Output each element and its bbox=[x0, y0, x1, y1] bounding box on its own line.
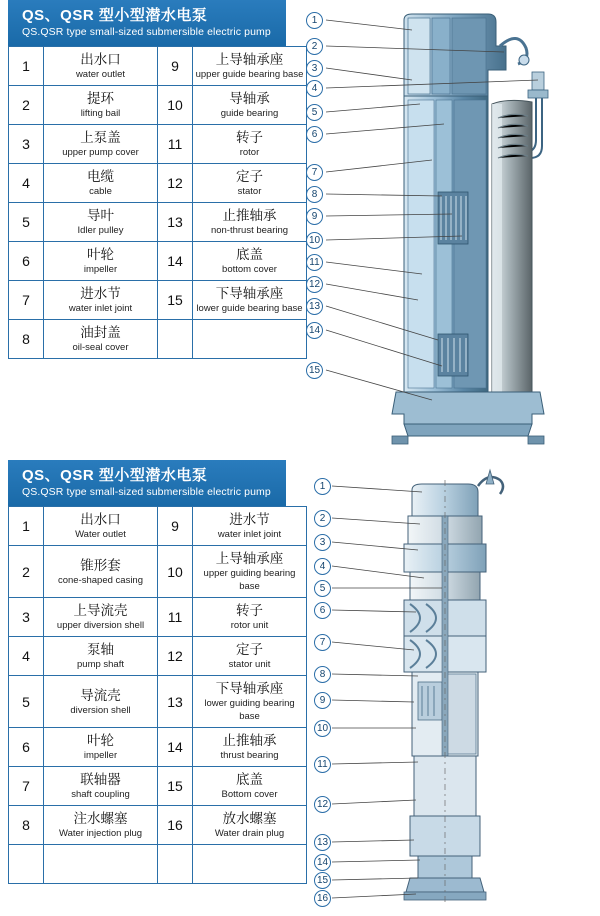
legend-term-en: oil-seal cover bbox=[72, 342, 129, 353]
legend-term-cn: 下导轴承座 bbox=[215, 681, 284, 696]
callout-12: 12 bbox=[306, 276, 323, 293]
legend-term bbox=[44, 320, 158, 359]
callout-14: 14 bbox=[306, 322, 323, 339]
legend-number: 14 bbox=[158, 728, 193, 767]
table-row bbox=[9, 320, 307, 359]
table-row bbox=[9, 728, 307, 767]
legend-term-en: Water drain plug bbox=[214, 828, 285, 839]
table-row bbox=[9, 281, 307, 320]
legend-term-cn: 联轴器 bbox=[80, 772, 121, 787]
callout-15: 15 bbox=[306, 362, 323, 379]
callout-13: 13 bbox=[306, 298, 323, 315]
legend-term-cn: 底盖 bbox=[236, 772, 263, 787]
legend-term bbox=[193, 676, 307, 728]
pump-cutaway-diagram-1 bbox=[292, 0, 598, 452]
legend-term-en: shaft coupling bbox=[71, 789, 130, 800]
legend-number: 16 bbox=[158, 806, 193, 845]
callout-13: 13 bbox=[314, 834, 331, 851]
callout-9: 9 bbox=[306, 208, 323, 225]
legend-term-cn: 出水口 bbox=[80, 512, 121, 527]
legend-term bbox=[44, 767, 158, 806]
legend-term bbox=[193, 281, 307, 320]
legend-number: 10 bbox=[158, 546, 193, 598]
legend-term-en: cable bbox=[89, 186, 112, 197]
legend-number: 10 bbox=[158, 86, 193, 125]
legend-number: 6 bbox=[9, 242, 44, 281]
legend-term-en: guide bearing bbox=[220, 108, 279, 119]
callout-10: 10 bbox=[306, 232, 323, 249]
legend-term-cn: 定子 bbox=[236, 642, 263, 657]
legend-number: 12 bbox=[158, 164, 193, 203]
legend-term-en: rotor unit bbox=[230, 620, 269, 631]
legend-term-en: lower guide bearing base bbox=[196, 303, 303, 314]
pump-cutaway-illustration-2 bbox=[292, 460, 598, 916]
legend-number: 3 bbox=[9, 125, 44, 164]
legend-term-en: cone-shaped casing bbox=[57, 574, 144, 586]
legend-term-cn: 进水节 bbox=[229, 512, 270, 527]
callout-5: 5 bbox=[306, 104, 323, 121]
legend-number: 13 bbox=[158, 203, 193, 242]
legend-term bbox=[193, 806, 307, 845]
legend-term bbox=[44, 242, 158, 281]
legend-number: 9 bbox=[158, 47, 193, 86]
legend-term-empty bbox=[193, 845, 307, 884]
legend-number: 1 bbox=[9, 507, 44, 546]
legend-term-empty bbox=[193, 320, 307, 359]
callout-6: 6 bbox=[314, 602, 331, 619]
legend-term-cn: 锥形套 bbox=[80, 557, 121, 573]
legend-term bbox=[44, 546, 158, 598]
legend-term bbox=[193, 637, 307, 676]
legend-number: 7 bbox=[9, 767, 44, 806]
legend-term-en: water outlet bbox=[75, 69, 126, 80]
legend-term-cn: 导流壳 bbox=[80, 687, 121, 703]
legend-term-en: non-thrust bearing bbox=[210, 225, 289, 236]
legend-number: 5 bbox=[9, 676, 44, 728]
legend-number: 3 bbox=[9, 598, 44, 637]
legend-term bbox=[44, 203, 158, 242]
legend-term-en: impeller bbox=[83, 750, 118, 761]
legend-term bbox=[44, 806, 158, 845]
table-row bbox=[9, 806, 307, 845]
callout-14: 14 bbox=[314, 854, 331, 871]
legend-term bbox=[193, 164, 307, 203]
legend-number: 5 bbox=[9, 203, 44, 242]
legend-term-cn: 注水螺塞 bbox=[73, 811, 128, 826]
legend-term-empty bbox=[44, 845, 158, 884]
legend-number: 4 bbox=[9, 164, 44, 203]
callout-7: 7 bbox=[314, 634, 331, 651]
legend-number: 4 bbox=[9, 637, 44, 676]
callout-9: 9 bbox=[314, 692, 331, 709]
legend-number: 1 bbox=[9, 47, 44, 86]
legend-term-en: upper guide bearing base bbox=[195, 69, 304, 80]
legend-number: 15 bbox=[158, 281, 193, 320]
table-row bbox=[9, 767, 307, 806]
legend-term-cn: 提环 bbox=[87, 91, 114, 106]
legend-term-en: lifting bail bbox=[80, 108, 121, 119]
legend-term-en: bottom cover bbox=[222, 264, 277, 275]
legend-term-cn: 底盖 bbox=[236, 247, 263, 262]
legend-term bbox=[44, 164, 158, 203]
legend-term-cn: 止推轴承 bbox=[222, 733, 277, 748]
table-row bbox=[9, 86, 307, 125]
table-row bbox=[9, 845, 307, 884]
callout-1: 1 bbox=[306, 12, 323, 29]
legend-term-cn: 叶轮 bbox=[87, 247, 114, 262]
legend-term-en: stator unit bbox=[228, 659, 271, 670]
table-row bbox=[9, 546, 307, 598]
legend-term-cn: 上导流壳 bbox=[73, 603, 128, 618]
callout-11: 11 bbox=[306, 254, 323, 271]
legend-term bbox=[193, 728, 307, 767]
callout-10: 10 bbox=[314, 720, 331, 737]
callout-2: 2 bbox=[314, 510, 331, 527]
table-row bbox=[9, 164, 307, 203]
legend-term-cn: 电缆 bbox=[87, 169, 114, 184]
callout-6: 6 bbox=[306, 126, 323, 143]
legend-term-cn: 上导轴承座 bbox=[215, 52, 284, 67]
legend-term bbox=[44, 47, 158, 86]
panel-qs-cutaway-2 bbox=[0, 460, 600, 916]
legend-term-en: rotor bbox=[239, 147, 260, 158]
legend-term-en: upper pump cover bbox=[62, 147, 139, 158]
callout-5: 5 bbox=[314, 580, 331, 597]
legend-term-en: thrust bearing bbox=[220, 750, 279, 761]
legend-term-cn: 转子 bbox=[236, 603, 263, 618]
legend-term-cn: 泵轴 bbox=[87, 642, 114, 657]
panel-qs-cutaway-1 bbox=[0, 0, 600, 452]
legend-number-empty bbox=[9, 845, 44, 884]
legend-term bbox=[44, 86, 158, 125]
legend-term-cn: 定子 bbox=[236, 169, 263, 184]
legend-table-2 bbox=[8, 460, 296, 916]
legend-number: 11 bbox=[158, 125, 193, 164]
legend-term-en: pump shaft bbox=[77, 659, 124, 670]
legend-term-cn: 下导轴承座 bbox=[215, 286, 284, 301]
legend-term-en: Bottom cover bbox=[221, 789, 278, 800]
callout-3: 3 bbox=[314, 534, 331, 551]
table-row bbox=[9, 203, 307, 242]
table-row bbox=[9, 637, 307, 676]
legend-term bbox=[193, 86, 307, 125]
legend-term bbox=[44, 507, 158, 546]
callout-15: 15 bbox=[314, 872, 331, 889]
legend-number: 7 bbox=[9, 281, 44, 320]
legend-term-cn: 进水节 bbox=[80, 286, 121, 301]
legend-number: 8 bbox=[9, 320, 44, 359]
legend-term bbox=[44, 281, 158, 320]
callout-16: 16 bbox=[314, 890, 331, 907]
callout-1: 1 bbox=[314, 478, 331, 495]
legend-term-en: Idler pulley bbox=[77, 225, 124, 236]
legend-term-en: diversion shell bbox=[70, 704, 131, 716]
legend-term bbox=[193, 125, 307, 164]
legend-number-empty bbox=[158, 845, 193, 884]
table-row bbox=[9, 676, 307, 728]
callout-11: 11 bbox=[314, 756, 331, 773]
legend-term-cn: 止推轴承 bbox=[222, 208, 277, 223]
table-row bbox=[9, 47, 307, 86]
legend-number: 6 bbox=[9, 728, 44, 767]
legend-term bbox=[44, 598, 158, 637]
table-row bbox=[9, 242, 307, 281]
legend-term-en: water inlet joint bbox=[68, 303, 133, 314]
legend-number: 14 bbox=[158, 242, 193, 281]
callout-3: 3 bbox=[306, 60, 323, 77]
legend-term bbox=[44, 728, 158, 767]
legend-number-empty bbox=[158, 320, 193, 359]
legend-number: 9 bbox=[158, 507, 193, 546]
legend-term-cn: 放水螺塞 bbox=[222, 811, 277, 826]
legend-term bbox=[44, 125, 158, 164]
legend-table-1 bbox=[8, 0, 304, 452]
legend-term bbox=[193, 546, 307, 598]
callout-4: 4 bbox=[306, 80, 323, 97]
pump-cutaway-diagram-2 bbox=[292, 460, 598, 916]
panel-title-2 bbox=[8, 460, 286, 506]
legend-term-en: Water injection plug bbox=[58, 828, 143, 839]
legend-term bbox=[193, 598, 307, 637]
legend-term-cn: 导叶 bbox=[87, 208, 114, 223]
legend-term-cn: 油封盖 bbox=[80, 325, 121, 340]
legend-term-en: impeller bbox=[83, 264, 118, 275]
legend-term bbox=[193, 47, 307, 86]
legend-number: 2 bbox=[9, 86, 44, 125]
callout-2: 2 bbox=[306, 38, 323, 55]
callout-12: 12 bbox=[314, 796, 331, 813]
table-row bbox=[9, 507, 307, 546]
legend-term-cn: 上导轴承座 bbox=[215, 551, 284, 566]
table-row bbox=[9, 125, 307, 164]
callout-8: 8 bbox=[306, 186, 323, 203]
callout-7: 7 bbox=[306, 164, 323, 181]
legend-term-en: stator bbox=[237, 186, 262, 197]
legend-number: 2 bbox=[9, 546, 44, 598]
legend-number: 12 bbox=[158, 637, 193, 676]
panel-title-1 bbox=[8, 0, 286, 46]
legend-term bbox=[44, 637, 158, 676]
callout-8: 8 bbox=[314, 666, 331, 683]
legend-term bbox=[193, 242, 307, 281]
callout-4: 4 bbox=[314, 558, 331, 575]
legend-term-en: Water outlet bbox=[75, 529, 126, 540]
legend-number: 11 bbox=[158, 598, 193, 637]
panel-title-en: QS.QSR type small-sized submersible electric pump bbox=[22, 486, 271, 498]
legend-term-cn: 叶轮 bbox=[87, 733, 114, 748]
legend-term-en: upper diversion shell bbox=[56, 620, 145, 631]
legend-term-en: water inlet joint bbox=[217, 529, 282, 540]
legend-term-en: upper guiding bearing base bbox=[203, 568, 296, 592]
legend-term-cn: 出水口 bbox=[80, 52, 121, 67]
legend-number: 15 bbox=[158, 767, 193, 806]
legend-number: 13 bbox=[158, 676, 193, 728]
legend-term-cn: 导轴承 bbox=[229, 91, 270, 106]
table-row bbox=[9, 598, 307, 637]
legend-term bbox=[193, 507, 307, 546]
legend-term bbox=[193, 203, 307, 242]
panel-title-cn: QS、QSR 型小型潜水电泵 bbox=[22, 7, 208, 24]
legend-term-cn: 转子 bbox=[236, 130, 263, 145]
legend-term-en: lower guiding bearing base bbox=[204, 698, 295, 722]
legend-term-cn: 上泵盖 bbox=[80, 130, 121, 145]
legend-term bbox=[193, 767, 307, 806]
pump-cutaway-illustration-1 bbox=[292, 0, 598, 452]
legend-term bbox=[44, 676, 158, 728]
legend-number: 8 bbox=[9, 806, 44, 845]
panel-title-cn: QS、QSR 型小型潜水电泵 bbox=[22, 467, 208, 484]
panel-title-en: QS.QSR type small-sized submersible electric pump bbox=[22, 26, 271, 38]
